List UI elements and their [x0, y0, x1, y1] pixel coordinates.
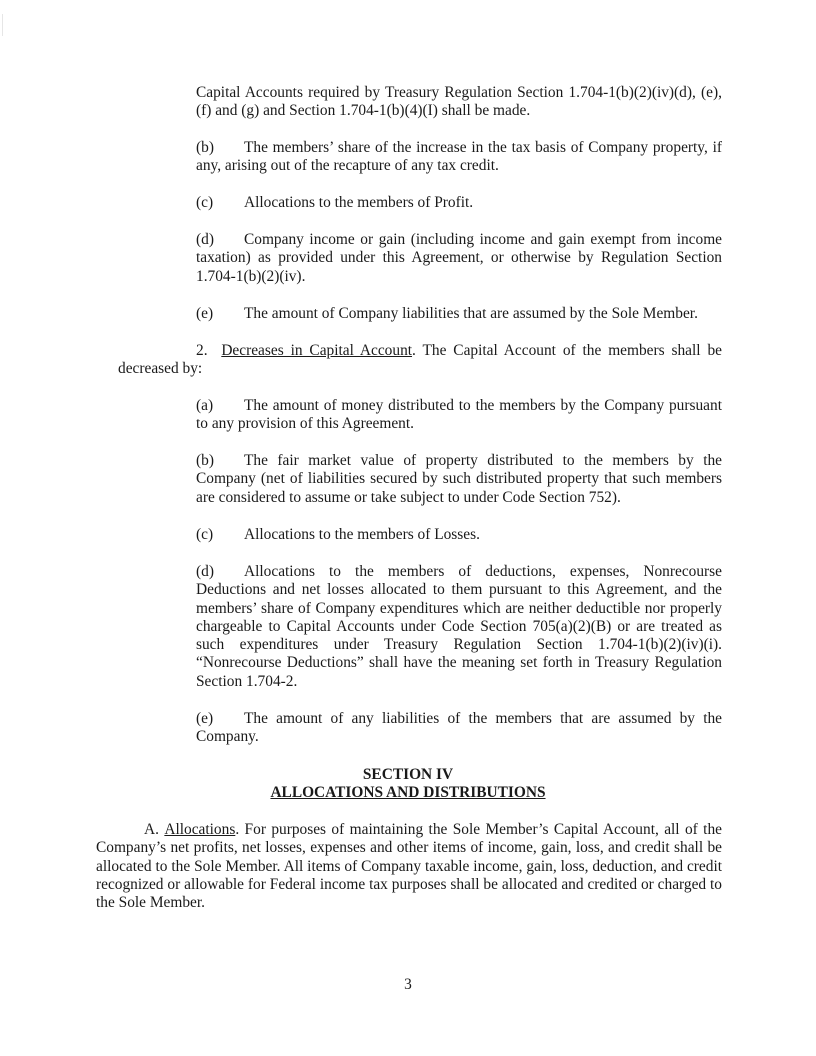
section-number: SECTION IV [362, 766, 454, 783]
decreases-text: . The Capital Account of the members shall be decreased by: [118, 342, 722, 378]
decrease-item-e [196, 710, 722, 747]
decrease-item-a [196, 397, 722, 434]
item-text: Allocations to the members of Losses. [244, 526, 480, 543]
allocations-label: A. [144, 821, 159, 838]
increase-item-b [196, 139, 722, 176]
item-label: (c) [196, 194, 214, 211]
carryover-paragraph: Capital Accounts required by Treasury Regulation Section 1.704-1(b)(2)(iv)(d), (e), (f) and (g) and Section 1.704-1(b)(4)(I) shall be made. [196, 84, 722, 120]
decrease-item-c [196, 526, 722, 544]
decreases-title: Decreases in Capital Account [221, 342, 413, 359]
decrease-item-d [196, 563, 722, 691]
item-label: (d) [196, 231, 214, 248]
allocations-text: . For purposes of maintaining the Sole Member’s Capital Account, all of the Company’s net profits, net losses, expenses and other items of income, gain, loss, and credit shall be allocated to the Sole Member. All items of Company taxable income, gain, loss, deduction, and credit recognized or allowable for Federal income tax purposes shall be allocated and credited or charged to the Sole Member. [96, 821, 722, 912]
item-label: (b) [196, 452, 214, 469]
item-label: (b) [196, 139, 214, 156]
decreases-heading-paragraph [118, 342, 722, 379]
item-label: (e) [196, 710, 214, 727]
scan-edge-mark [2, 14, 3, 36]
item-text: Allocations to the members of Profit. [244, 194, 474, 211]
allocations-title: Allocations [164, 821, 236, 838]
section-title-text: ALLOCATIONS AND DISTRIBUTIONS [270, 784, 546, 801]
item-text: Allocations to the members of deductions, expenses, Nonrecourse Deductions and net losses allocated to them pursuant to this Agreement, and the members’ share of Company expenditures which are neither deductible nor properly chargeable to Capital Accounts under Code Section 705(a)(2)(B) or are treated as such expenditures under Treasury Regulation Section 1.704-1(b)(2)(iv)(i). “Nonrecourse Deductions” shall have the meaning set forth in Treasury Regulation Section 1.704-2. [196, 563, 722, 690]
decreases-number: 2. [196, 342, 208, 359]
item-label: (a) [196, 397, 214, 414]
item-text: Company income or gain (including income and gain exempt from income taxation) as provided under this Agreement, or otherwise by Regulation Section 1.704-1(b)(2)(iv). [196, 231, 722, 285]
item-label: (d) [196, 563, 214, 580]
item-text: The amount of Company liabilities that are assumed by the Sole Member. [244, 305, 698, 322]
increase-item-e [196, 305, 722, 323]
item-label: (e) [196, 305, 214, 322]
item-label: (c) [196, 526, 214, 543]
page-number: 3 [404, 976, 412, 993]
increase-item-c [196, 194, 722, 212]
item-text: The members’ share of the increase in the tax basis of Company property, if any, arising out of the recapture of any tax credit. [196, 139, 722, 175]
item-text: The fair market value of property distributed to the members by the Company (net of liabilities secured by such distributed property that such members are considered to assume or take subject to under Code Section 752). [196, 452, 722, 506]
item-text: The amount of money distributed to the members by the Company pursuant to any provision of this Agreement. [196, 397, 722, 433]
item-text: The amount of any liabilities of the members that are assumed by the Company. [196, 710, 722, 746]
increase-item-d [196, 231, 722, 286]
decrease-item-b [196, 452, 722, 507]
section-title [100, 784, 716, 802]
allocations-paragraph [96, 821, 722, 912]
